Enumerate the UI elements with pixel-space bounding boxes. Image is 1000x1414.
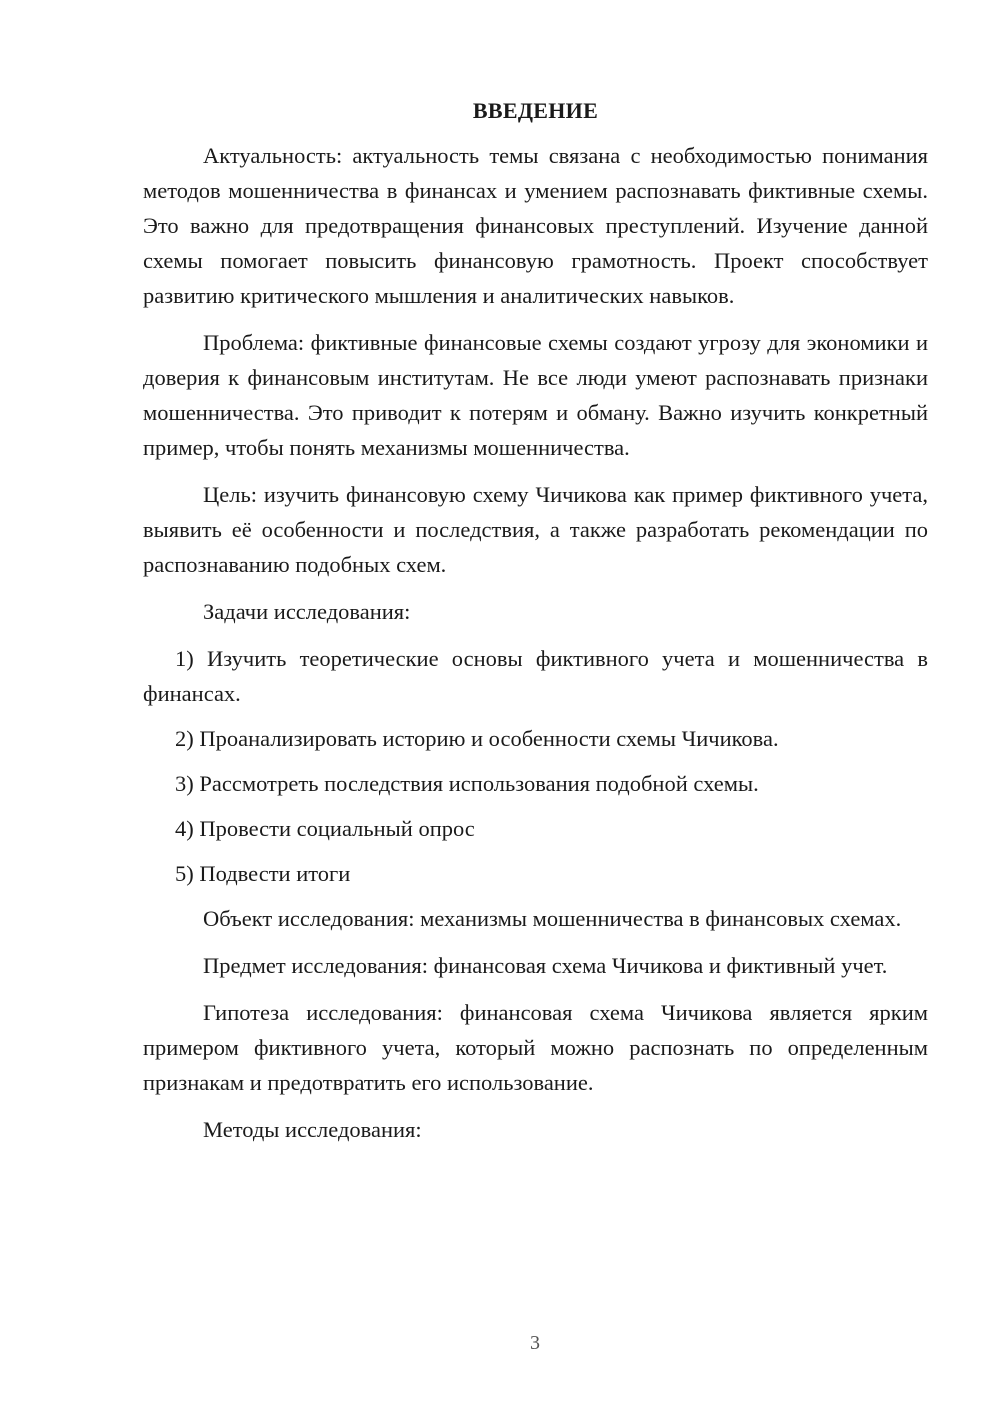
task-item: 4) Провести социальный опрос bbox=[175, 816, 475, 841]
paragraph-relevance: Актуальность: актуальность темы связана с необходимостью понимания методов мошенничества в финансах и умением распознавать фиктивные схемы. Это важно для предотвращения финансовых преступлений. Изучение данной схемы помогает повысить финансовую грамотность. Проект способствует развитию критического мышления и аналитических навыков. bbox=[143, 143, 928, 308]
paragraph-methods: Методы исследования: bbox=[203, 1117, 422, 1142]
paragraph-problem: Проблема: фиктивные финансовые схемы создают угрозу для экономики и доверия к финансовым институтам. Не все люди умеют распознавать признаки мошенничества. Это приводит к потерям и обману. Важно изучить конкретный пример, чтобы понять механизмы мошенничества. bbox=[143, 330, 928, 460]
page-content bbox=[143, 96, 928, 1159]
task-item: 1) Изучить теоретические основы фиктивного учета и мошенничества в финансах. bbox=[143, 646, 928, 706]
task-item: 5) Подвести итоги bbox=[175, 861, 351, 886]
paragraph-tasks-heading: Задачи исследования: bbox=[203, 599, 411, 624]
paragraph-hypothesis: Гипотеза исследования: финансовая схема Чичикова является ярким примером фиктивного учета, который можно распознать по определенным признакам и предотвратить его использование. bbox=[143, 1000, 928, 1095]
section-title: ВВЕДЕНИЕ bbox=[472, 98, 599, 123]
task-item: 2) Проанализировать историю и особенности схемы Чичикова. bbox=[175, 726, 779, 751]
paragraph-object: Объект исследования: механизмы мошенничества в финансовых схемах. bbox=[203, 906, 902, 931]
paragraph-subject: Предмет исследования: финансовая схема Чичикова и фиктивный учет. bbox=[203, 953, 888, 978]
page-number: 3 bbox=[530, 1332, 540, 1354]
task-item: 3) Рассмотреть последствия использования подобной схемы. bbox=[175, 771, 759, 796]
paragraph-goal: Цель: изучить финансовую схему Чичикова как пример фиктивного учета, выявить её особенности и последствия, а также разработать рекомендации по распознаванию подобных схем. bbox=[143, 482, 928, 577]
